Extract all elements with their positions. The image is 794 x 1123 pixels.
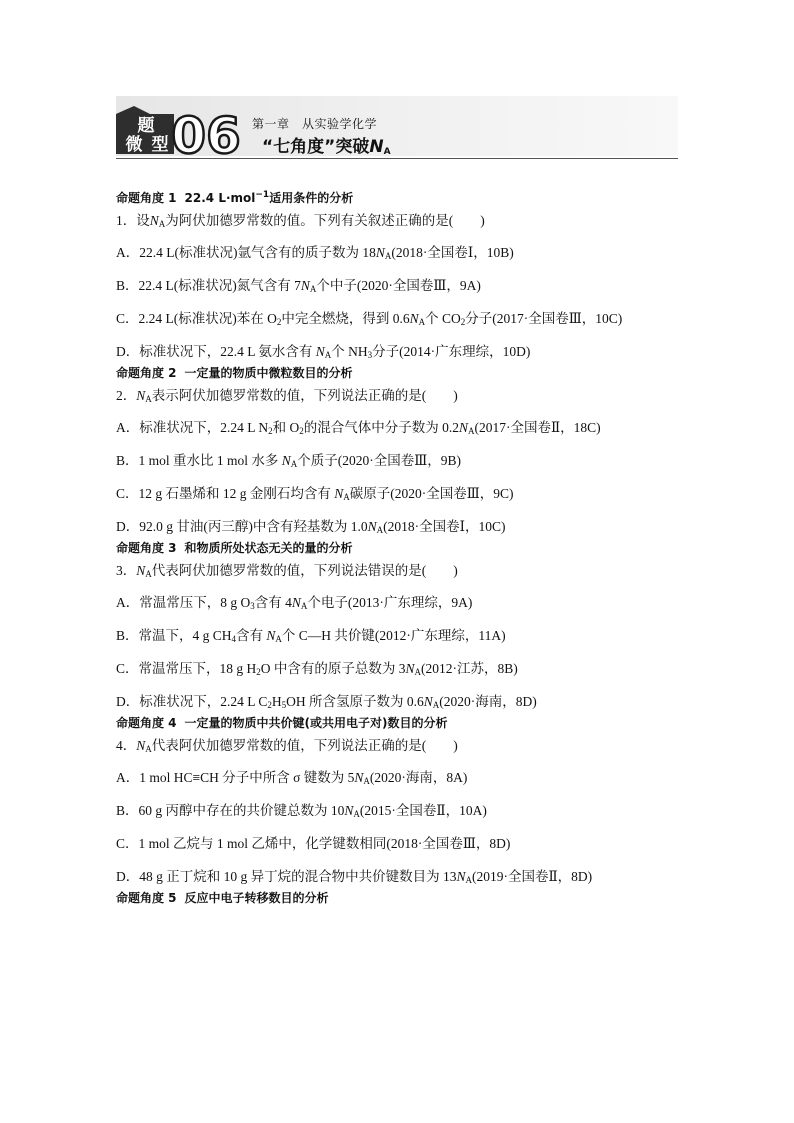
section-heading-5: 命题角度 5 反应中电子转移数目的分析 bbox=[116, 891, 329, 905]
question-4-option-b[interactable]: B．60 g 丙醇中存在的共价键总数为 $10N_A(2015\cdot$全国卷Ⅱ，10A) bbox=[116, 803, 487, 819]
question-4-option-a[interactable]: A．1 mol HC≡CH 分子中所含 σ 键数为 $5N_A(2020\cdot$海南，8A) bbox=[116, 770, 468, 786]
chapter-label: 第一章 从实验学化学 bbox=[252, 117, 378, 131]
question-1-option-a[interactable]: A．22.4 L(标准状况)氩气含有的质子数为 $18N_A(2018\cdot$全国卷Ⅰ，10B) bbox=[116, 245, 514, 261]
header-divider bbox=[116, 158, 678, 159]
question-4-option-d[interactable]: D．48 g 正丁烷和 10 g 异丁烷的混合物中共价键数目为 $13N_A(2019\cdot$全国卷Ⅱ，8D) bbox=[116, 869, 593, 885]
section-heading-4: 命题角度 4 一定量的物质中共价键(或共用电子对)数目的分析 bbox=[116, 716, 448, 730]
svg-text:型: 型 bbox=[151, 135, 169, 155]
question-2: 2．$N_A$表示阿伏加德罗常数的值，下列说法正确的是( ) bbox=[116, 388, 458, 404]
question-3-option-a[interactable]: A．常温常压下，8 g $O_3$含有 $4N_A$个电子(2013·广东理综，9A) bbox=[116, 595, 473, 611]
question-2-option-b[interactable]: B．1 mol 重水比 1 mol 水多 $N_A$个质子(2020·全国卷Ⅲ，9B) bbox=[116, 453, 462, 469]
question-1-option-d[interactable]: D．标准状况下，22.4 L 氨水含有 $N_A$个 $NH_3$分子(2014·广东理综，10D) bbox=[116, 344, 531, 360]
content bbox=[116, 188, 678, 908]
question-1: 1．设$N_A$为阿伏加德罗常数的值。下列有关叙述正确的是( ) bbox=[116, 213, 485, 229]
question-4: 4．$N_A$代表阿伏加德罗常数的值，下列说法正确的是( ) bbox=[116, 738, 458, 754]
page-title: “七角度”突破$N_A$ bbox=[262, 137, 391, 157]
topic-logo bbox=[116, 104, 242, 156]
question-2-option-c[interactable]: C．12 g 石墨烯和 12 g 金刚石均含有 $N_A$碳原子(2020·全国卷Ⅲ，9C) bbox=[116, 486, 514, 502]
header bbox=[116, 96, 678, 158]
question-3-option-c[interactable]: C．常温常压下，18 g $H_2O$ 中含有的原子总数为 $3N_A(2012\cdot$江苏，8B) bbox=[116, 661, 518, 677]
question-4-option-c[interactable]: C．1 mol 乙烷与 1 mol 乙烯中，化学键数相同(2018·全国卷Ⅲ，8D) bbox=[116, 836, 511, 851]
section-heading-3: 命题角度 3 和物质所处状态无关的量的分析 bbox=[116, 541, 353, 555]
question-3-option-b[interactable]: B．常温下，4 g $CH_4$含有 $N_A$个 C—H 共价键(2012·广东理综，11A) bbox=[116, 628, 506, 644]
question-2-option-a[interactable]: A．标准状况下，2.24 L $N_2$和 $O_2$的混合气体中分子数为 $0.2N_A(2017\cdot$全国卷Ⅱ，18C) bbox=[116, 420, 601, 436]
question-1-option-c[interactable]: C．2.24 L(标准状况)苯在 $O_2$中完全燃烧，得到 $0.6N_A$个 $CO_2$分子(2017·全国卷Ⅲ，10C) bbox=[116, 311, 623, 327]
question-3-option-d[interactable]: D．标准状况下，2.24 L $C_2H_5OH$ 所含氢原子数为 $0.6N_A(2020\cdot$海南，8D) bbox=[116, 694, 537, 710]
question-3: 3．$N_A$代表阿伏加德罗常数的值，下列说法错误的是( ) bbox=[116, 563, 458, 579]
question-1-option-b[interactable]: B．22.4 L(标准状况)氮气含有 $7N_A$个中子(2020·全国卷Ⅲ，9A) bbox=[116, 278, 481, 294]
section-heading-1: 命题角度 1 22.4 L·mol$^{-1}$适用条件的分析 bbox=[116, 190, 354, 205]
svg-text:题: 题 bbox=[137, 116, 155, 136]
section-heading-2: 命题角度 2 一定量的物质中微粒数目的分析 bbox=[116, 366, 353, 380]
svg-text:微: 微 bbox=[125, 135, 143, 155]
question-2-option-d[interactable]: D．92.0 g 甘油(丙三醇)中含有羟基数为 $1.0N_A(2018\cdot$全国卷Ⅰ，10C) bbox=[116, 519, 506, 535]
svg-text:06: 06 bbox=[171, 107, 241, 156]
